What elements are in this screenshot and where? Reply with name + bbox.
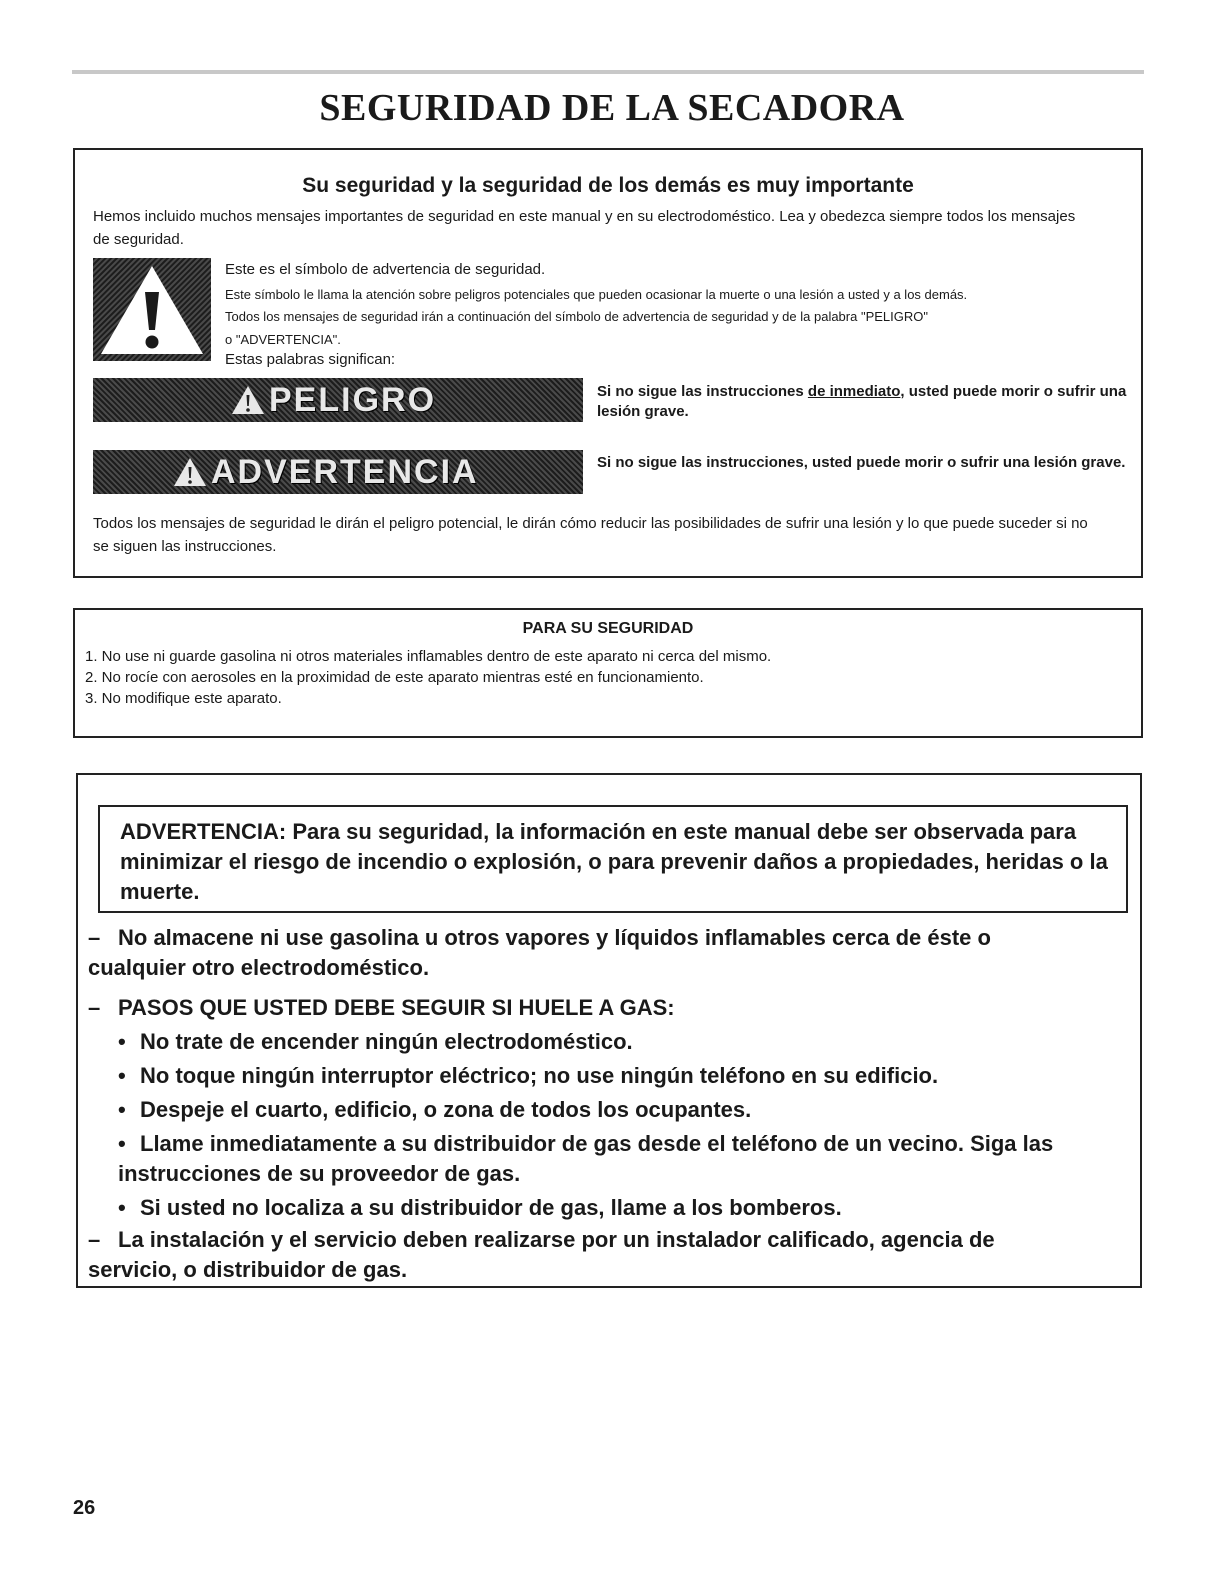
warning-inner-box (98, 805, 1128, 913)
bullet-marker: • (118, 1029, 126, 1054)
safety-heading: PARA SU SEGURIDAD (522, 620, 694, 637)
bullet-marker: • (118, 1063, 126, 1088)
intro-box (73, 148, 1143, 578)
warning-triangle-icon (173, 457, 207, 487)
peligro-label: PELIGRO (269, 380, 437, 419)
gas-warning-box (76, 773, 1142, 1288)
dash-marker: – (88, 1227, 101, 1252)
intro-heading: Su seguridad y la seguridad de los demás es muy importante (302, 174, 914, 197)
list-item: • Llame inmediatamente a su distribuidor de gas desde el teléfono de un vecino. Siga las instrucciones de su proveedor de gas. (118, 1131, 1054, 1186)
list-item: • No trate de encender ningún electrodoméstico. (118, 1027, 1098, 1057)
safety-list (85, 646, 1125, 709)
list-item: • No toque ningún interruptor eléctrico; no use ningún teléfono en su edificio. (118, 1061, 1098, 1091)
list-item: 1. No use ni guarde gasolina ni otros materiales inflamables dentro de este aparato ni cerca del mismo. (85, 648, 772, 665)
advertencia-label: ADVERTENCIA (211, 452, 479, 491)
list-item: – La instalación y el servicio deben realizarse por un instalador calificado, agencia de servicio, o distribuidor de gas. (88, 1227, 995, 1282)
page-number: 26 (73, 1497, 96, 1519)
list-item: – No almacene ni use gasolina u otros vapores y líquidos inflamables cerca de éste o cualquier otro electrodoméstico. (88, 925, 991, 980)
safety-alert-icon (93, 258, 211, 361)
symbol-line-5: Estas palabras significan: (225, 351, 396, 368)
warning-text: ADVERTENCIA: Para su seguridad, la información en este manual debe ser observada para minimizar el riesgo de incendio o explosión, o para prevenir daños a propiedades, heridas o la muerte. (120, 819, 1108, 904)
advertencia-banner (93, 450, 583, 494)
symbol-line-1: Este es el símbolo de advertencia de seguridad. (225, 261, 546, 278)
bullet-marker: • (118, 1097, 126, 1122)
bullet-marker: • (118, 1195, 126, 1220)
intro-text: Hemos incluido muchos mensajes importantes de seguridad en este manual y en su electrodoméstico. Lea y obedezca siempre todos los mensajes de seguridad. (93, 208, 1076, 248)
bullet-marker: • (118, 1131, 126, 1156)
list-item: 3. No modifique este aparato. (85, 690, 282, 707)
list-item: 2. No rocíe con aerosoles en la proximidad de este aparato mientras esté en funcionamiento. (85, 669, 704, 686)
symbol-line-2: Este símbolo le llama la atención sobre peligros potenciales que pueden ocasionar la muerte o una lesión a usted y a los demás. (225, 287, 968, 302)
outro-text: Todos los mensajes de seguridad le dirán el peligro potencial, le dirán cómo reducir las posibilidades de sufrir una lesión y lo que puede suceder si no se siguen las instrucciones. (93, 515, 1088, 555)
symbol-line-4: o "ADVERTENCIA". (225, 332, 341, 347)
peligro-description: Si no sigue las instrucciones de inmediato, usted puede morir o sufrir una lesión grave. (597, 383, 1127, 420)
page-title: SEGURIDAD DE LA SECADORA (319, 87, 905, 129)
peligro-underline: de inmediato (807, 383, 901, 400)
list-item: • Despeje el cuarto, edificio, o zona de todos los ocupantes. (118, 1095, 1098, 1125)
safety-box (73, 608, 1143, 738)
top-rule (72, 70, 1144, 74)
dash-marker: – (88, 925, 101, 950)
warning-triangle-icon (231, 385, 265, 415)
dash-marker: – (88, 995, 101, 1020)
steps-heading: – PASOS QUE USTED DEBE SEGUIR SI HUELE A GAS: (88, 993, 1088, 1023)
list-item: • Si usted no localiza a su distribuidor de gas, llame a los bomberos. (118, 1193, 1098, 1223)
advertencia-description: Si no sigue las instrucciones, usted puede morir o sufrir una lesión grave. (597, 454, 1126, 471)
symbol-line-3: Todos los mensajes de seguridad irán a continuación del símbolo de advertencia de seguridad y de la palabra "PELIGRO" (225, 309, 928, 324)
peligro-banner (93, 378, 583, 422)
